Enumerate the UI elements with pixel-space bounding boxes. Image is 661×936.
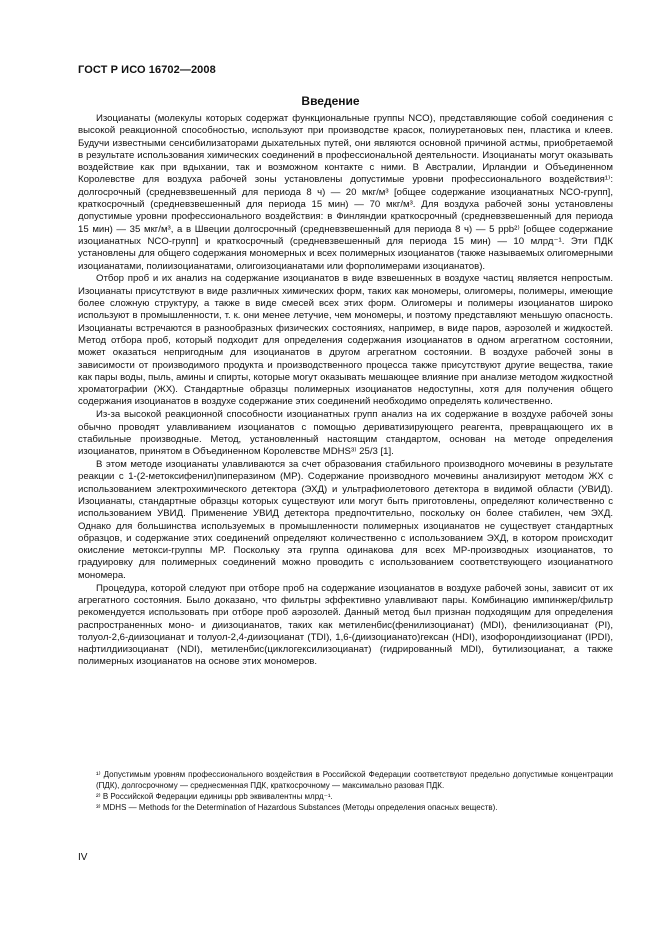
footnotes: [78, 769, 613, 813]
paragraph-4: В этом методе изоцианаты улавливаются за счет образования стабильного производного мочевины в результате реакции с 1-(2-метоксифенил)пиперазином (MP). Содержание производного мочевины анализируют методом ЖХ с использованием электрохимического детектора (ЭХД) и ультрафиолетового детектора в видимой области (УВИД). Изоцианаты, стандартные образцы которых существуют или могут быть приготовлены, определяют количественно с использованием УВИД. Применение УВИД детектора предпочтительно, поскольку он более стабилен, чем ЭХД. Однако для большинства используемых в промышленности полимерных изоцианатов не существует стандартных образцов, и содержание этих соединений определяют количественно с использованием ЭХД, в котором происходит окисление метокси-группы MP. Поскольку эта группа одинакова для всех MP-производных изоцианатов, то градуировку для полимерных соединений можно проводить с использованием соответствующего изоцианатного мономера.: [78, 459, 613, 581]
document-header: ГОСТ Р ИСО 16702—2008: [78, 64, 216, 76]
footnote-2: ²⁾ В Российской Федерации единицы ppb эквивалентны млрд⁻¹.: [96, 792, 333, 801]
section-title: Введение: [301, 94, 360, 108]
paragraph-5: Процедура, которой следуют при отборе проб на содержание изоцианатов в воздухе рабочей зоны, зависит от их агрегатного состояния. Было доказано, что фильтры эффективно улавливают пары. Комбинацию импинжер/фильтр рекомендуется использовать при отборе проб аэрозолей. Данный метод был признан подходящим для определения распространенных моно- и диизоцианатов, таких как метиленбис(фенилизоцианат) (MDI), фенилизоцианат (PI), толуол-2,6-диизоцианат и толуол-2,4-диизоцианат (TDI), 1,6-(диизоцианато)гексан (HDI), изофорондиизоцианат (IPDI), нафтилдиизоцианат (NDI), метиленбис(циклогексилизоцианат) (гидрированный MDI), бутилизоцианат, а также полимерных изоцианатов на основе этих мономеров.: [78, 582, 613, 668]
paragraph-3: Из-за высокой реакционной способности изоцианатных групп анализ на их содержание в воздухе рабочей зоны обычно проводят улавливанием изоцианатов с помощью дериватизирующего реагента, превращающего их в стабильные производные. Метод, установленный настоящим стандартом, основан на методе определения изоцианатов, принятом в Объединенном Королевстве MDHS³⁾ 25/3 [1].: [78, 409, 613, 458]
footnote-3: ³⁾ MDHS — Methods for the Determination of Hazardous Substances (Методы определения опасных веществ).: [96, 803, 498, 812]
page-number: IV: [78, 852, 88, 863]
paragraph-1: Изоцианаты (молекулы которых содержат функциональные группы NCO), представляющие собой соединения с высокой реакционной способностью, используют при производстве красок, полиуретановых пен, пластика и клеев. Будучи известными сенсибилизаторами дыхательных путей, они являются основной причиной астмы, приобретаемой в результате использования химических соединений в профессиональной деятельности. Изоцианаты могут оказывать воздействие как при вдыхании, так и возможном контакте с ними. В Австралии, Ирландии и Объединенном Королевстве для воздуха рабочей зоны установлены допустимые уровни профессионального воздействия¹⁾: долгосрочный (средневзвешенный для периода 8 ч) — 20 мкг/м³ [общее содержание изоцианатных NCO-групп], краткосрочный (средневзвешенный для периода 15 мин) — 70 мкг/м³. Для воздуха рабочей зоны установлены допустимые уровни профессионального воздействия: в Финляндии краткосрочный (средневзвешенный для периода 15 мин) — 35 мкг/м³, а в Швеции долгосрочный (средневзвешенный для периода 8 ч) — 5 ppb²⁾ [общее содержание изоцианатных NCO-групп] и краткосрочный (средневзвешенный для периода 15 мин) — 10 млрд⁻¹. Эти ПДК установлены для общего содержания мономерных и всех полимерных изоцианатов (также называемых олигомерными изоцианатами, полиизоцианатами, олигоизоцианатами или форполимерами изоцианатов).: [78, 113, 613, 272]
introduction-body: [78, 113, 613, 669]
footnote-1: ¹⁾ Допустимым уровням профессионального воздействия в Российской Федерации соответствуют предельно допустимые концентрации (ПДК), долгосрочному — среднесменная ПДК, краткосрочному — максимально разовая ПДК.: [96, 770, 613, 790]
paragraph-2: Отбор проб и их анализ на содержание изоцианатов в виде взвешенных в воздухе частиц является непростым. Изоцианаты присутствуют в виде различных химических форм, таких как мономеры, олигомеры, полимеры, имеющие более сложную структуру, а также в виде смесей всех этих форм. Олигомеры и полимеры изоцианатов широко используют в промышленности, т. к. они менее летучие, чем мономеры, и поэтому представляют меньшую опасность. Изоцианаты встречаются в разнообразных физических состояниях, например, в виде паров, аэрозолей и жидкостей. Метод отбора проб, который подходит для определения содержания изоцианатов в одном агрегатном состоянии, может оказаться непригодным для изоцианатов в другом агрегатном состоянии. В воздухе рабочей зоны в зависимости от производимого продукта и производственного процесса также присутствуют другие вещества, такие как пары воды, пыль, амины и спирты, которые могут оказывать мешающее влияние при анализе методом жидкостной хроматографии (ЖХ). Стандартные образцы полимерных изоцианатов недоступны, хотя для получения общего содержания изоцианатов в воздухе содержание этих соединений необходимо определять количественно.: [78, 273, 613, 408]
